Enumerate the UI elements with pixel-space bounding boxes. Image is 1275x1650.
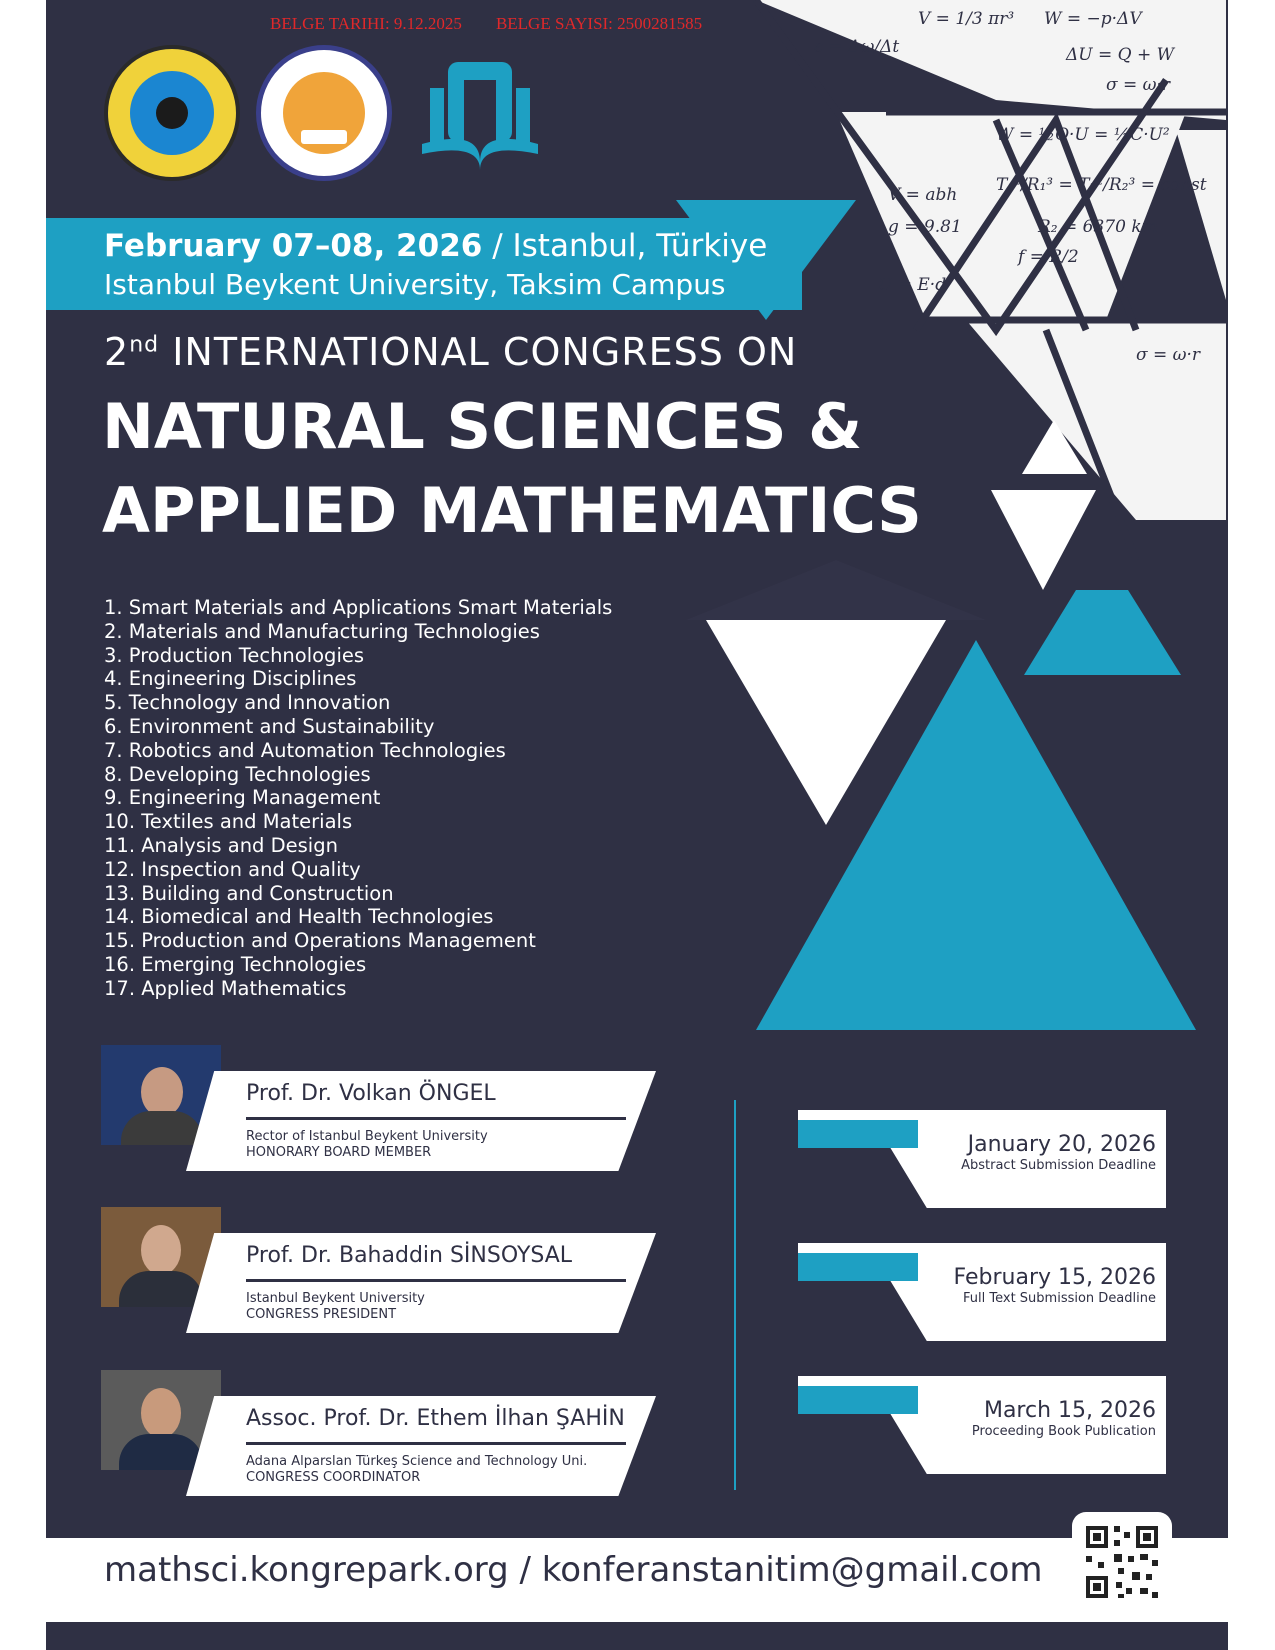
person-card-president bbox=[101, 1207, 661, 1322]
formula-text: σ = ω·r bbox=[1136, 345, 1201, 365]
formula-text: V = abh bbox=[888, 185, 958, 205]
event-venue: Istanbul Beykent University, Taksim Campus bbox=[104, 268, 726, 301]
deadline-date: January 20, 2026 bbox=[967, 1132, 1156, 1157]
formula-text: ε = Δω/Δt bbox=[814, 37, 900, 57]
person-name: Assoc. Prof. Dr. Ethem İlhan ŞAHİN bbox=[246, 1406, 625, 1431]
person-title: HONORARY BOARD MEMBER bbox=[246, 1145, 432, 1160]
deadline-full-text bbox=[798, 1243, 1166, 1341]
person-card-honorary bbox=[101, 1045, 661, 1160]
deadline-date: February 15, 2026 bbox=[953, 1265, 1156, 1290]
congress-subtitle bbox=[104, 330, 797, 374]
divider bbox=[246, 1279, 626, 1282]
subtitle-text: INTERNATIONAL CONGRESS ON bbox=[172, 330, 798, 374]
formula-text: U = E·d bbox=[878, 275, 947, 295]
formula-text: R₂ = 6370 km bbox=[1038, 217, 1158, 237]
topic-item: 10. Textiles and Materials bbox=[104, 810, 353, 834]
person-affiliation: Istanbul Beykent University bbox=[246, 1291, 425, 1306]
topic-item: 12. Inspection and Quality bbox=[104, 857, 361, 881]
separator: / bbox=[492, 228, 503, 264]
contact-text[interactable]: mathsci.kongrepark.org / konferanstanitim@gmail.com bbox=[104, 1550, 1043, 1590]
formula-text: T₁²/R₁³ = T₂²/R₂³ = const bbox=[996, 175, 1207, 195]
divider bbox=[246, 1117, 626, 1120]
ordinal-suffix: nd bbox=[129, 332, 160, 358]
topic-item: 4. Engineering Disciplines bbox=[104, 667, 357, 691]
book-logo bbox=[418, 58, 542, 170]
event-place: Istanbul, Türkiye bbox=[512, 228, 768, 264]
accent-stripe bbox=[798, 1386, 918, 1414]
accent-stripe bbox=[798, 1120, 918, 1148]
person-title: CONGRESS PRESIDENT bbox=[246, 1307, 397, 1322]
person-title: CONGRESS COORDINATOR bbox=[246, 1470, 421, 1485]
formula-text: g = 9.81 bbox=[888, 217, 962, 237]
congress-title-line1: NATURAL SCIENCES & bbox=[102, 390, 863, 463]
formula-text: f = R/2 bbox=[1018, 247, 1079, 267]
document-stamp bbox=[270, 14, 736, 34]
topic-item: 1. Smart Materials and Applications Smart Materials bbox=[104, 596, 613, 619]
person-role bbox=[246, 1454, 587, 1486]
topic-item: 14. Biomedical and Health Technologies bbox=[104, 905, 494, 929]
topic-item: 11. Analysis and Design bbox=[104, 833, 338, 857]
topic-item: 17. Applied Mathematics bbox=[104, 976, 347, 1000]
ordinal-number: 2 bbox=[104, 330, 130, 374]
topic-item: 16. Emerging Technologies bbox=[104, 952, 367, 976]
deadline-label: Proceeding Book Publication bbox=[971, 1424, 1156, 1439]
topic-item: 5. Technology and Innovation bbox=[104, 691, 391, 715]
divider bbox=[246, 1442, 626, 1445]
topic-item: 9. Engineering Management bbox=[104, 786, 381, 810]
topic-item: 6. Environment and Sustainability bbox=[104, 714, 435, 738]
person-card-coordinator bbox=[101, 1370, 661, 1485]
qr-code-icon[interactable] bbox=[1072, 1512, 1172, 1612]
beykent-university-logo bbox=[104, 45, 240, 181]
formula-text: V = 1/3 πr³ bbox=[918, 9, 1015, 29]
document-number: BELGE SAYISI: 2500281585 bbox=[495, 14, 703, 33]
event-date-line bbox=[104, 228, 767, 264]
formula-text: σ = ω·r bbox=[1106, 75, 1171, 95]
topic-item: 15. Production and Operations Management bbox=[104, 929, 536, 953]
institute-seal-logo bbox=[256, 45, 392, 181]
person-affiliation: Adana Alparslan Türkeş Science and Technology Uni. bbox=[246, 1454, 588, 1469]
document-date: BELGE TARIHI: 9.12.2025 bbox=[270, 14, 462, 33]
formula-text: ΔU = Q + W bbox=[1066, 45, 1175, 65]
qr-code-graphic bbox=[1072, 1512, 1172, 1612]
deadline-date: March 15, 2026 bbox=[983, 1398, 1156, 1423]
accent-stripe bbox=[798, 1253, 918, 1281]
deadline-label: Abstract Submission Deadline bbox=[961, 1158, 1156, 1173]
footer-bar bbox=[46, 1538, 1228, 1622]
deadline-label: Full Text Submission Deadline bbox=[963, 1291, 1156, 1306]
topic-item: 2. Materials and Manufacturing Technologies bbox=[104, 619, 540, 643]
topic-list bbox=[104, 596, 612, 1001]
topic-item: 3. Production Technologies bbox=[104, 643, 365, 667]
person-affiliation: Rector of Istanbul Beykent University bbox=[246, 1129, 488, 1144]
person-name: Prof. Dr. Volkan ÖNGEL bbox=[246, 1081, 496, 1106]
person-role bbox=[246, 1291, 425, 1323]
congress-title-line2: APPLIED MATHEMATICS bbox=[102, 474, 922, 547]
deadline-proceedings bbox=[798, 1376, 1166, 1474]
formula-text: W = −p·ΔV bbox=[1044, 9, 1142, 29]
deadline-abstract bbox=[798, 1110, 1166, 1208]
event-banner bbox=[46, 218, 802, 310]
topic-item: 7. Robotics and Automation Technologies bbox=[104, 738, 506, 762]
event-date: February 07–08, 2026 bbox=[104, 228, 483, 264]
person-name: Prof. Dr. Bahaddin SİNSOYSAL bbox=[246, 1243, 573, 1268]
topic-item: 13. Building and Construction bbox=[104, 881, 394, 905]
formula-text: W = ½Q·U = ½C·U² bbox=[996, 125, 1170, 145]
topic-item: 8. Developing Technologies bbox=[104, 762, 371, 786]
person-role bbox=[246, 1129, 488, 1161]
poster bbox=[46, 0, 1228, 1650]
section-divider-line bbox=[734, 1100, 736, 1490]
